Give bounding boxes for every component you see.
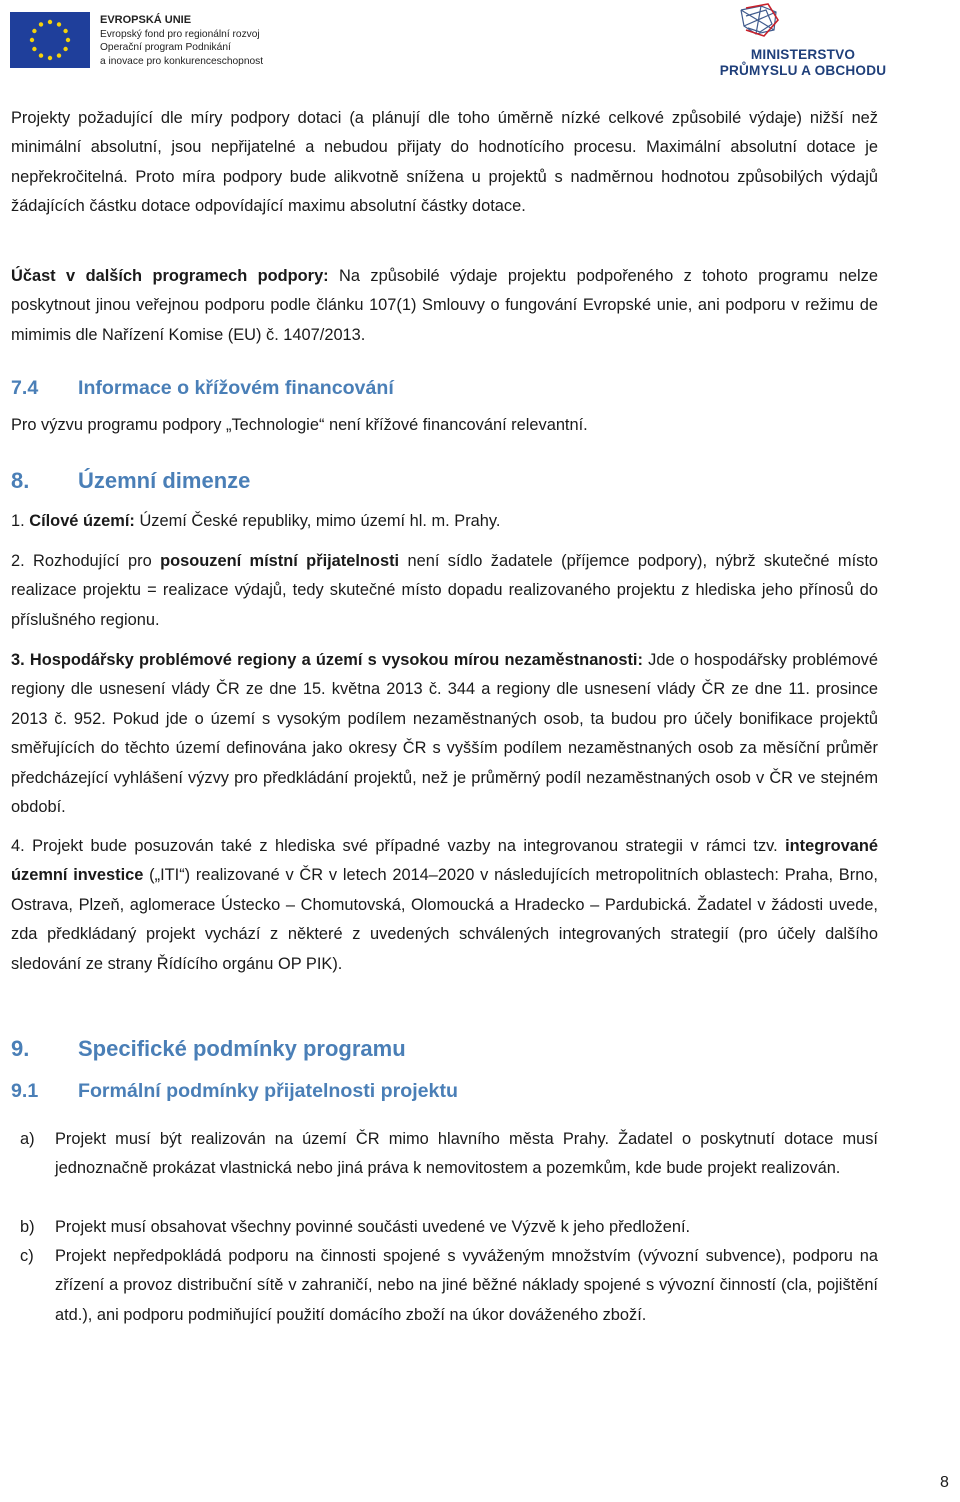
- territory-item-2-bold: posouzení místní přijatelnosti: [160, 552, 400, 570]
- territory-item-2-text: není sídlo žadatele (příjemce podpory), nýbrž skutečné místo realizace projektu = realizace výdajů, tedy skutečné místo dopadu realizovaného projektu z hlediska jeho přínosů do příslušného regionu.: [11, 552, 878, 629]
- section-8-heading: [11, 466, 250, 496]
- territory-item-1-text: Území České republiky, mimo území hl. m. Prahy.: [134, 512, 501, 530]
- territory-item-3-text: Jde o hospodářsky problémové regiony dle usnesení vlády ČR ze dne 15. května 2013 č. 344 a regiony dle usnesení vlády ČR ze dne 11. prosince 2013 č. 952. Pokud jde o území s vysokým podílem nezaměstnaných osob, ta budou pro účely bonifikace projektů směřujících do těchto území definována jako okresy ČR s vyšším podílem nezaměstnaných osob za měsíční průměr předcházející vyhlášení výzvy pro předkládání projektů, než je průměrný podíl nezaměstnaných osob v ČR ve stejném období.: [11, 651, 878, 817]
- condition-item-a-text: Projekt musí být realizován na území ČR mimo hlavního města Prahy. Žadatel o poskytnutí dotace musí jednoznačně prokázat vlastnická nebo jiná práva k nemovitostem a pozemkům, kde bude projekt realizován.: [55, 1130, 878, 1178]
- section-9-heading: [11, 1034, 406, 1064]
- section-9-title: Specifické podmínky programu: [78, 1036, 406, 1061]
- territory-item-1-lead: Cílové území:: [29, 512, 135, 530]
- condition-item-a: [20, 1125, 878, 1184]
- territory-item-4-pre: 4. Projekt bude posuzován také z hlediska své případné vazby na integrovanou strategii v rámci tzv.: [11, 837, 786, 855]
- territory-item-4-text: („ITI“) realizované v ČR v letech 2014–2020 v následujících metropolitních oblastech: Praha, Brno, Ostrava, Plzeň, aglomerace Ústecko – Chomutovská, Olomoucká a Hradecko – Pardubická. Žadatel v žádosti uvede, zda předkládaný projekt vychází z některé z uvedených schválených integrovaných strategií (pro účely dalšího sledování ze strany Řídícího orgánu OP PIK).: [11, 866, 878, 973]
- section-9-1-title: Formální podmínky přijatelnosti projektu: [78, 1080, 458, 1102]
- territory-item-4-bold: integrované územní investice: [11, 837, 878, 885]
- condition-item-b: [20, 1213, 878, 1242]
- condition-item-b-text: Projekt musí obsahovat všechny povinné součásti uvedené ve Výzvě k jeho předložení.: [55, 1218, 691, 1236]
- paragraph-other-programmes-text: Na způsobilé výdaje projektu podpořeného z tohoto programu nelze poskytnout jinou veřejnou podporu podle článku 107(1) Smlouvy o fungování Evropské unie, ani podporu v režimu de mimimis dle Nařízení Komise (EU) č. 1407/2013.: [11, 267, 878, 344]
- page-number: 8: [940, 1474, 949, 1491]
- section-8-title: Územní dimenze: [78, 468, 251, 493]
- section-9-1-heading: [11, 1077, 458, 1105]
- condition-item-a-marker: a): [20, 1130, 35, 1148]
- condition-item-c-marker: c): [20, 1247, 34, 1265]
- ministry-line-1: MINISTERSTVO: [750, 47, 856, 62]
- section-7-4-number: 7.4: [11, 377, 39, 399]
- ministry-name: [718, 47, 888, 79]
- eu-line-4: a inovace pro konkurenceschopnost: [100, 55, 264, 67]
- section-8-number: 8.: [11, 468, 30, 493]
- territory-item-2: [11, 547, 878, 635]
- eu-line-3: Operační program Podnikání: [100, 42, 231, 53]
- paragraph-other-programmes: [11, 262, 878, 350]
- section-7-4-title: Informace o křížovém financování: [78, 377, 394, 399]
- territory-item-4: [11, 832, 878, 979]
- condition-item-c: [20, 1242, 878, 1330]
- territory-item-2-pre: 2. Rozhodující pro: [11, 552, 161, 570]
- paragraph-minimum-support: Projekty požadující dle míry podpory dotaci (a plánují dle toho úměrně nízké celkové způsobilé výdaje) nižší než minimální absolutní, jsou nepřijatelné a nebudou přijaty do hodnotícího procesu. Maximální absolutní dotace je nepřekročitelná. Proto míra podpory bude alikvotně snížena u projektů s nadměrnou hodnotou způsobilých výdajů žádajících částku dotace odpovídající maximu absolutní částky dotace.: [11, 109, 878, 216]
- eu-line-2: Evropský fond pro regionální rozvoj: [100, 28, 260, 40]
- paragraph-other-programmes-lead: Účast v dalších programech podpory:: [11, 267, 329, 285]
- section-9-1-number: 9.1: [11, 1080, 39, 1102]
- eu-line-1: EVROPSKÁ UNIE: [100, 14, 192, 26]
- page-header: [0, 0, 960, 85]
- territory-item-1-number: 1.: [11, 512, 25, 530]
- eu-flag-logo: [10, 12, 90, 68]
- paragraph-cross-financing: Pro výzvu programu podpory „Technologie“ není křížové financování relevantní.: [11, 416, 588, 434]
- eu-programme-text: [100, 14, 263, 68]
- ministry-line-2: PRŮMYSLU A OBCHODU: [719, 63, 887, 78]
- territory-item-3: [11, 646, 878, 822]
- territory-item-1: [11, 507, 878, 536]
- section-9-number: 9.: [11, 1036, 30, 1061]
- territory-item-3-lead: 3. Hospodářsky problémové regiony a území s vysokou mírou nezaměstnanosti:: [11, 651, 643, 669]
- section-7-4-heading: [11, 374, 394, 402]
- condition-item-b-marker: b): [20, 1218, 35, 1236]
- condition-item-c-text: Projekt nepředpokládá podporu na činnosti spojené s vyváženým množstvím (vývozní subvence), podporu na zřízení a provoz distribuční sítě v zahraničí, nebo na jiné běžné náklady spojené s vývozní činností (cla, pojištění atd.), ani podporu podmiňující použití domácího zboží na úkor dováženého zboží.: [55, 1247, 878, 1324]
